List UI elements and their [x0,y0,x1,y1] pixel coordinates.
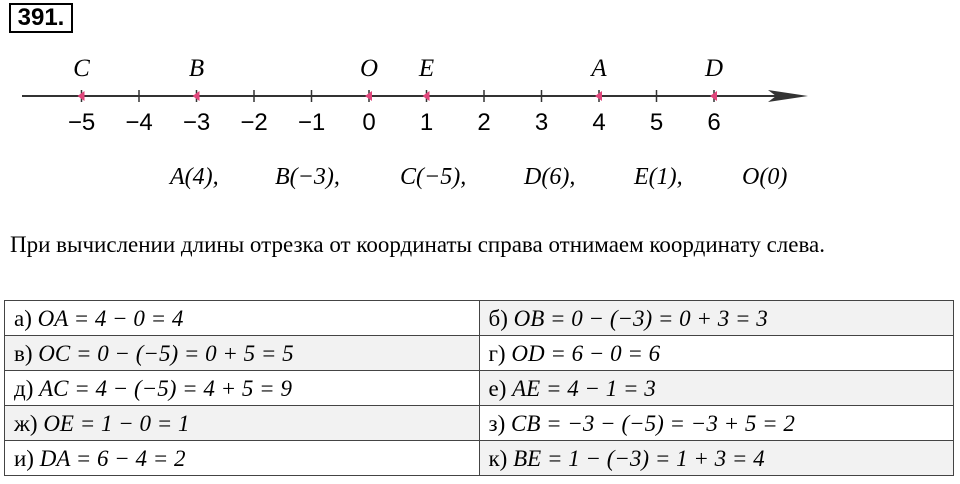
number-line [0,40,960,140]
answer-letter: ж) [14,410,38,436]
tick-label-0: −5 [67,109,96,136]
answer-cell [479,406,954,441]
answer-cell [479,336,954,371]
answer-expression: BE = 1 − (−3) = 1 + 3 = 4 [507,445,765,471]
answer-letter: и) [14,445,34,471]
tick-label-7: 2 [477,109,491,136]
answer-letter: к) [488,445,508,471]
point-label-o: O [359,55,379,82]
coordinate-o: O(0) [742,164,788,190]
table-row [5,406,954,441]
answer-cell [479,301,954,336]
tick-label-9: 4 [592,109,606,136]
answer-letter: а) [14,305,32,331]
answer-cell [479,371,954,406]
tick-label-5: 0 [362,109,376,136]
point-label-c: C [73,55,90,82]
rule-text: При вычислении длины отрезка от координаты справа отнимаем координату слева. [10,232,825,257]
answer-expression: OA = 4 − 0 = 4 [31,305,184,331]
answer-expression: AE = 4 − 1 = 3 [506,375,656,401]
answer-letter: е) [488,375,507,401]
coordinate-b: B(−3), [275,164,340,190]
coordinate-e: E(1), [634,164,683,190]
problem-number: 391. [9,3,73,33]
tick-label-6: 1 [419,109,434,136]
answer-letter: з) [488,410,506,436]
answer-expression: OB = 0 − (−3) = 0 + 3 = 3 [507,305,768,331]
tick-label-8: 3 [534,109,549,136]
point-label-a: A [591,55,607,82]
point-label-d: D [704,55,724,82]
tick-label-2: −3 [182,109,211,136]
answer-expression: CB = −3 − (−5) = −3 + 5 = 2 [505,410,795,436]
tick-label-11: 6 [707,109,721,136]
answer-expression: DA = 6 − 4 = 2 [33,445,186,471]
point-label-e: E [418,55,435,82]
answer-cell [5,301,480,336]
coordinate-c: C(−5), [400,164,467,190]
answer-expression: AC = 4 − (−5) = 4 + 5 = 9 [33,375,292,401]
answer-cell [5,406,480,441]
tick-label-1: −4 [125,109,153,136]
answer-expression: OC = 0 − (−5) = 0 + 5 = 5 [32,340,294,366]
answer-expression: OE = 1 − 0 = 1 [37,410,190,436]
answer-cell [5,336,480,371]
answers-table [4,300,954,476]
table-row [5,301,954,336]
answer-letter: в) [14,340,33,366]
answer-cell [5,441,480,476]
answer-expression: OD = 6 − 0 = 6 [505,340,661,366]
coordinate-a: A(4), [170,164,219,190]
tick-label-10: 5 [649,109,664,136]
answer-cell [5,371,480,406]
table-row [5,441,954,476]
answer-letter: б) [488,305,508,331]
coordinate-list [0,164,960,194]
table-row [5,371,954,406]
answer-letter: д) [14,375,34,401]
table-row [5,336,954,371]
tick-label-3: −2 [240,109,268,136]
point-label-b: B [188,55,205,82]
answer-letter: г) [488,340,506,366]
tick-label-4: −1 [297,109,326,136]
answer-cell [479,441,954,476]
coordinate-d: D(6), [524,164,576,190]
